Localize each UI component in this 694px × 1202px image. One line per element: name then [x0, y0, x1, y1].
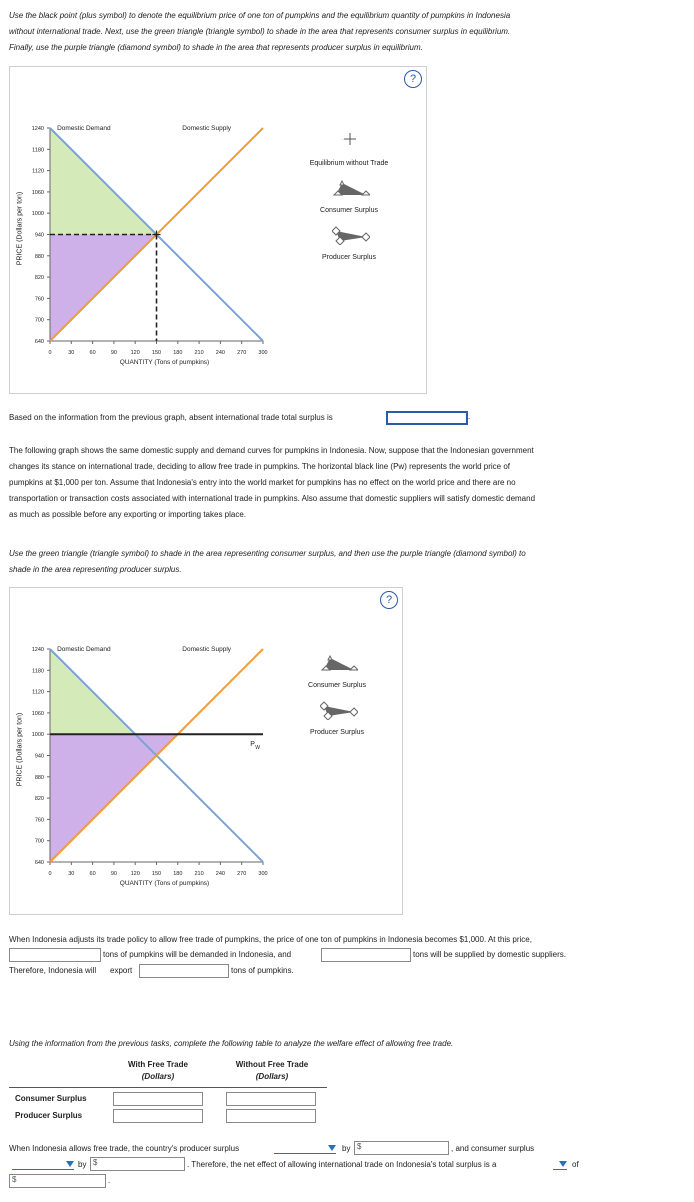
y-tick-label: 1120 — [32, 168, 44, 175]
y-tick-label: 1180 — [32, 147, 44, 154]
trade-description-line: pumpkins at $1,000 per ton. Assume that Indonesia's entry into the world market for pumpkins has no effect on the world price and there are no — [9, 478, 516, 487]
y-tick-label: 1240 — [31, 647, 44, 653]
chevron-down-icon — [559, 1161, 567, 1167]
instructions-1-line: without international trade. Next, use the green triangle (triangle symbol) to shade in the area that represents consumer surplus in equilibrium. — [9, 27, 511, 36]
instructions-2 — [9, 546, 609, 578]
y-tick-label: 1120 — [32, 689, 44, 696]
x-tick-label: 180 — [173, 871, 183, 877]
period: . — [468, 412, 471, 421]
y-tick-label: 1000 — [31, 732, 44, 739]
diamond-tool-icon[interactable] — [332, 225, 370, 245]
col-with-trade — [110, 1059, 206, 1083]
equilibrium-tool-label: Equilibrium without Trade — [309, 160, 389, 167]
x-tick-label: 270 — [237, 871, 247, 877]
y-tick-label: 1240 — [31, 126, 44, 132]
y-tick-label: 820 — [34, 796, 44, 803]
y-tick-label: 820 — [34, 275, 44, 282]
graph-2-chart[interactable] — [10, 588, 402, 914]
cs-change-input[interactable] — [90, 1157, 185, 1171]
dollar-sign: $ — [357, 1142, 362, 1151]
cs-with-trade-input[interactable] — [113, 1092, 203, 1106]
instructions-2-line: shade in the area representing producer surplus. — [9, 565, 182, 574]
instructions-2-line: Use the green triangle (triangle symbol) to shade in the area representing consumer surplus, and then use the purple triangle (diamond symbol) to — [9, 549, 526, 558]
triangle-tool-icon[interactable] — [332, 179, 370, 199]
y-axis-label: PRICE (Dollars per ton) — [16, 191, 24, 266]
graph-2-panel — [9, 587, 403, 915]
y-tick-label: 700 — [34, 317, 44, 324]
y-axis-label: PRICE (Dollars per ton) — [16, 712, 24, 787]
x-tick-label: 300 — [258, 871, 268, 877]
producer-surplus-tool-label: Producer Surplus — [321, 254, 377, 261]
world-price-subscript: W — [255, 745, 260, 752]
triangle-tool-icon[interactable] — [320, 654, 358, 674]
net-effect-dropdown[interactable] — [553, 1158, 567, 1170]
y-axis-label-wrap — [10, 688, 30, 818]
equilibrium-tool-icon[interactable] — [340, 131, 360, 147]
supplied-text: tons will be supplied by domestic suppliers. — [413, 950, 566, 959]
by-text: by — [78, 1160, 87, 1169]
world-price-label: P — [250, 741, 255, 749]
by-text: by — [342, 1144, 351, 1153]
y-tick-label: 1060 — [31, 189, 44, 196]
instructions-1-line: Use the black point (plus symbol) to denote the equilibrium price of one ton of pumpkins and the equilibrium quantity of pumpkins in Indonesia — [9, 11, 511, 20]
row-consumer-surplus: Consumer Surplus — [15, 1094, 87, 1103]
trade-description-line: changes its stance on international trade, deciding to allow free trade in pumpkins. The horizontal black line (Pw) represents the world price of — [9, 462, 511, 471]
therefore-text: Therefore, Indonesia will — [9, 966, 97, 975]
total-surplus-text: Based on the information from the previous graph, absent international trade total surplus is — [9, 413, 333, 422]
chevron-down-icon — [66, 1161, 74, 1167]
net-effect-input[interactable] — [9, 1174, 106, 1188]
graph-1-panel — [9, 66, 427, 394]
help-icon[interactable]: ? — [380, 591, 398, 609]
y-tick-label: 1000 — [31, 211, 44, 218]
x-tick-label: 0 — [48, 871, 52, 877]
col-without-trade-title: Without Free Trade — [235, 1060, 309, 1069]
y-tick-label: 940 — [34, 232, 44, 239]
x-tick-label: 210 — [194, 871, 204, 877]
x-tick-label: 210 — [194, 350, 204, 356]
y-tick-label: 880 — [34, 253, 44, 260]
final-text-2: , and consumer surplus — [451, 1144, 535, 1153]
quantity-demanded-input[interactable] — [9, 948, 101, 962]
export-quantity-input[interactable] — [139, 964, 229, 978]
trade-description — [9, 443, 619, 523]
x-tick-label: 60 — [89, 871, 96, 877]
dollar-sign: $ — [93, 1158, 98, 1167]
x-tick-label: 60 — [89, 350, 96, 356]
x-tick-label: 120 — [130, 871, 140, 877]
ps-change-input[interactable] — [354, 1141, 449, 1155]
supply-label: Domestic Supply — [182, 646, 232, 653]
total-surplus-question — [9, 412, 333, 424]
of-text: of — [572, 1160, 579, 1169]
chevron-down-icon — [328, 1145, 336, 1151]
y-tick-label: 700 — [34, 838, 44, 845]
y-tick-label: 1180 — [32, 668, 44, 675]
x-tick-label: 270 — [237, 350, 247, 356]
x-tick-label: 30 — [68, 871, 75, 877]
ps-change-dropdown[interactable] — [274, 1142, 336, 1154]
cs-change-dropdown[interactable] — [12, 1158, 74, 1170]
y-axis-label-wrap — [10, 167, 30, 297]
total-surplus-input[interactable] — [386, 411, 471, 425]
x-tick-label: 240 — [215, 871, 225, 877]
table-intro: Using the information from the previous tasks, complete the following table to analyze the welfare effect of allowing free trade. — [9, 1039, 454, 1048]
pumpkins-text: tons of pumpkins. — [231, 966, 294, 975]
ps-without-trade-input[interactable] — [226, 1109, 316, 1123]
export-dropdown[interactable]: export — [110, 966, 133, 975]
y-tick-label: 760 — [34, 817, 44, 824]
x-tick-label: 0 — [48, 350, 52, 356]
y-tick-label: 1060 — [31, 710, 44, 717]
trade-description-line: as much as possible before any exporting or importing takes place. — [9, 510, 247, 519]
instructions-1-line: Finally, use the purple triangle (diamond symbol) to shade in the area that represents producer surplus in equilibrium. — [9, 43, 423, 52]
x-tick-label: 180 — [173, 350, 183, 356]
consumer-surplus-tool-label: Consumer Surplus — [308, 682, 366, 689]
table-divider — [9, 1087, 327, 1088]
y-tick-label: 880 — [34, 774, 44, 781]
quantity-supplied-input[interactable] — [321, 948, 411, 962]
demand-label: Domestic Demand — [57, 125, 111, 132]
instructions-1 — [9, 8, 609, 56]
y-tick-label: 760 — [34, 296, 44, 303]
trade-description-line: The following graph shows the same domestic supply and demand curves for pumpkins in Indonesia. Now, suppose that the Indonesian government — [9, 446, 534, 455]
final-text-3: . Therefore, the net effect of allowing international trade on Indonesia's total surplus is a — [187, 1160, 497, 1169]
x-tick-label: 300 — [258, 350, 268, 356]
demanded-text: tons of pumpkins will be demanded in Indonesia, and — [103, 950, 292, 959]
supply-label: Domestic Supply — [182, 125, 232, 132]
col-without-trade-unit: (Dollars) — [255, 1072, 289, 1081]
ps-with-trade-input[interactable] — [113, 1109, 203, 1123]
final-text-1: When Indonesia allows free trade, the country's producer surplus — [9, 1144, 240, 1153]
y-tick-label: 640 — [34, 339, 44, 345]
x-tick-label: 120 — [130, 350, 140, 356]
cs-without-trade-input[interactable] — [226, 1092, 316, 1106]
svg-text:··: ·· — [341, 137, 345, 143]
x-axis-label: QUANTITY (Tons of pumpkins) — [119, 359, 210, 366]
x-tick-label: 150 — [151, 871, 162, 877]
consumer-surplus-tool-label: Consumer Surplus — [320, 207, 378, 214]
diamond-tool-icon[interactable] — [320, 700, 358, 720]
x-axis-label: QUANTITY (Tons of pumpkins) — [119, 880, 210, 887]
final-period: . — [108, 1176, 111, 1185]
demand-label: Domestic Demand — [57, 646, 111, 653]
trade-description-line: transportation or transaction costs associated with international trade in pumpkins. Also assume that domestic suppliers will satisfy domestic demand — [9, 494, 536, 503]
x-tick-label: 30 — [68, 350, 75, 356]
row-producer-surplus: Producer Surplus — [15, 1111, 83, 1120]
col-with-trade-title: With Free Trade — [128, 1060, 188, 1069]
x-tick-label: 90 — [110, 871, 117, 877]
col-with-trade-unit: (Dollars) — [141, 1072, 175, 1081]
x-tick-label: 90 — [110, 350, 117, 356]
free-trade-price-text: When Indonesia adjusts its trade policy to allow free trade of pumpkins, the price of one ton of pumpkins in Indonesia becomes $1,000. At this price, — [9, 935, 532, 944]
help-icon[interactable]: ? — [404, 70, 422, 88]
col-without-trade — [222, 1059, 322, 1083]
x-tick-label: 150 — [151, 350, 162, 356]
y-tick-label: 640 — [34, 860, 44, 866]
x-tick-label: 240 — [215, 350, 225, 356]
dollar-sign: $ — [12, 1175, 17, 1184]
y-tick-label: 940 — [34, 753, 44, 760]
producer-surplus-tool-label: Producer Surplus — [309, 729, 365, 736]
